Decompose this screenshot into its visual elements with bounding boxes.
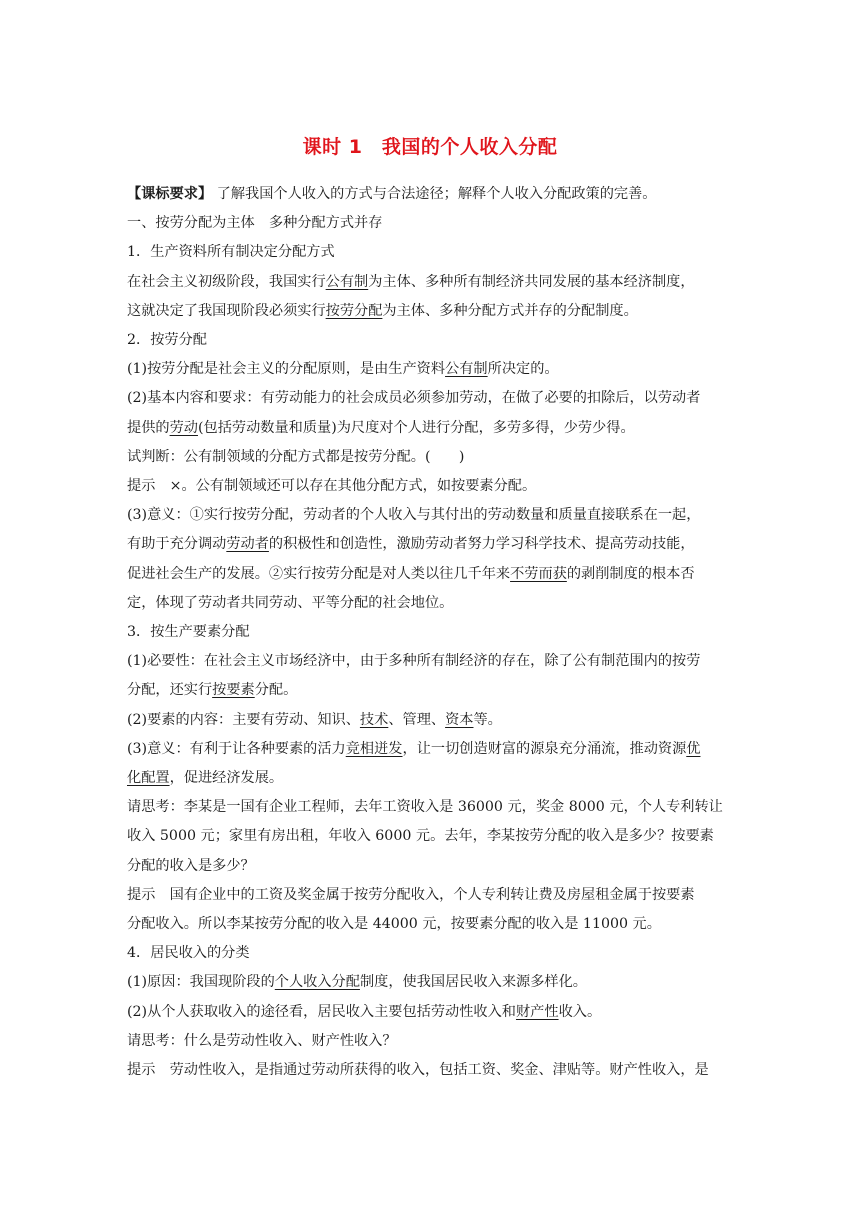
text-segment: 了解我国个人收入的方式与合法途径；解释个人收入分配政策的完善。 [212,186,657,202]
text-segment: 提示 ×。公有制领域还可以存在其他分配方式，如按要素分配。 [127,478,537,495]
text-segment: (1)按劳分配是社会主义的分配原则，是由生产资料 [127,361,446,378]
text-segment: 提示 劳动性收入，是指通过劳动所获得的收入，包括工资、奖金、津贴等。财产性收入，是 [127,1062,709,1079]
text-line [127,209,735,238]
text-line [127,676,735,705]
underlined-term: 公有制 [325,273,369,290]
text-segment: 分配收入。所以李某按劳分配的收入是 44000 元，按要素分配的收入是 11000 元。 [127,916,661,933]
text-segment: (2)要素的内容：主要有劳动、知识、 [127,711,360,728]
text-segment: ，让一切创造财富的源泉充分涌流，推动资源 [402,740,687,757]
text-segment: (2)从个人获取收入的途径看，居民收入主要包括劳动性收入和 [127,1003,516,1020]
text-line [127,618,735,647]
text-line [127,384,735,413]
text-line [127,472,735,501]
text-line [127,852,735,881]
underlined-term: 按劳分配 [325,302,383,319]
text-segment: 分配。 [254,682,298,699]
text-segment: 一、按劳分配为主体 多种分配方式并存 [127,215,383,232]
text-segment: (3)意义：①实行按劳分配，劳动者的个人收入与其付出的劳动数量和质量直接联系在一起， [127,507,701,524]
text-line [127,1056,735,1085]
underlined-term: 技术 [359,711,389,728]
text-line [127,822,735,851]
text-line [127,647,735,676]
text-segment: 1．生产资料所有制决定分配方式 [127,244,335,261]
text-segment: 制度，使我国居民收入来源多样化。 [359,974,587,991]
underlined-term: 不劳而获 [510,565,567,582]
text-line [127,793,735,822]
text-segment: (1)必要性：在社会主义市场经济中，由于多种所有制经济的存在，除了公有制范围内的按劳 [127,653,701,670]
text-line [127,238,735,267]
text-segment: 这就决定了我国现阶段必须实行 [127,302,326,319]
text-segment: 的剥削制度的根本否 [566,565,695,582]
text-segment: (3)意义：有利于让各种要素的活力 [127,740,346,757]
text-line [127,706,735,735]
text-line [127,910,735,939]
text-line [127,414,735,443]
underlined-term: 资本 [445,711,474,728]
underlined-term: 劳动 [169,419,198,436]
underlined-term: 个人收入分配 [274,974,360,991]
text-line [127,998,735,1027]
text-line [127,589,735,618]
text-line [127,939,735,968]
text-segment: 分配的收入是多少？ [127,857,255,874]
text-line [127,764,735,793]
text-segment: 请思考：什么是劳动性收入、财产性收入？ [127,1032,397,1049]
text-line [127,530,735,559]
text-segment: (包括劳动数量和质量)为尺度对个人进行分配，多劳多得，少劳少得。 [197,419,635,436]
text-segment: (1)原因：我国现阶段的 [127,974,275,991]
underlined-term: 优 [686,740,701,757]
text-segment: 提示 国有企业中的工资及奖金属于按劳分配收入，个人专利转让费及房屋租金属于按要素 [127,886,695,903]
text-line [127,443,735,472]
text-line [127,968,735,997]
text-segment: ，促进经济发展。 [169,770,284,787]
text-segment: 提供的 [127,419,170,436]
text-segment: 4．居民收入的分类 [127,945,250,962]
text-line [127,268,735,297]
underlined-term: 公有制 [445,361,488,378]
underlined-term: 按要素 [212,682,255,699]
text-line [127,560,735,589]
text-segment: 请思考：李某是一国有企业工程师，去年工资收入是 36000 元，奖金 8000 元，个人专利转让 [127,799,723,816]
text-line [127,326,735,355]
text-line [127,297,735,326]
underlined-term: 劳动者 [226,536,269,553]
text-segment: 分配，还实行 [127,682,213,699]
text-segment: 【课标要求】 [127,186,213,202]
underlined-term: 竞相迸发 [345,740,403,757]
text-segment: 在社会主义初级阶段，我国实行 [127,273,326,290]
underlined-term: 财产性 [515,1003,559,1020]
text-segment: 收入 5000 元；家里有房出租，年收入 6000 元。去年，李某按劳分配的收入是多少？按要素 [127,828,714,845]
text-segment: 等。 [473,711,502,728]
text-segment: 所决定的。 [487,361,559,378]
underlined-term: 化配置 [127,770,170,787]
text-segment: 有助于充分调动 [127,536,227,553]
text-line [127,735,735,764]
text-line [127,881,735,910]
text-segment: 2．按劳分配 [127,332,207,349]
text-segment: (2)基本内容和要求：有劳动能力的社会成员必须参加劳动，在做了必要的扣除后，以劳动者 [127,390,701,407]
text-line [127,1027,735,1056]
text-segment: 的积极性和创造性，激励劳动者努力学习科学技术、提高劳动技能， [268,536,695,553]
text-segment: 为主体、多种分配方式并存的分配制度。 [382,302,638,319]
document-body [127,180,735,1085]
text-line [127,180,735,209]
text-segment: 为主体、多种所有制经济共同发展的基本经济制度， [368,273,695,290]
text-segment: 3．按生产要素分配 [127,624,250,641]
page-title: 课时 1 我国的个人收入分配 [302,136,558,158]
text-segment: 定，体现了劳动者共同劳动、平等分配的社会地位。 [127,594,454,611]
text-segment: 促进社会生产的发展。②实行按劳分配是对人类以往几千年来 [127,565,511,582]
text-line [127,355,735,384]
text-segment: 收入。 [558,1003,602,1020]
text-segment: 试判断：公有制领域的分配方式都是按劳分配。( ) [127,448,465,465]
text-segment: 、管理、 [388,711,446,728]
text-line [127,501,735,530]
